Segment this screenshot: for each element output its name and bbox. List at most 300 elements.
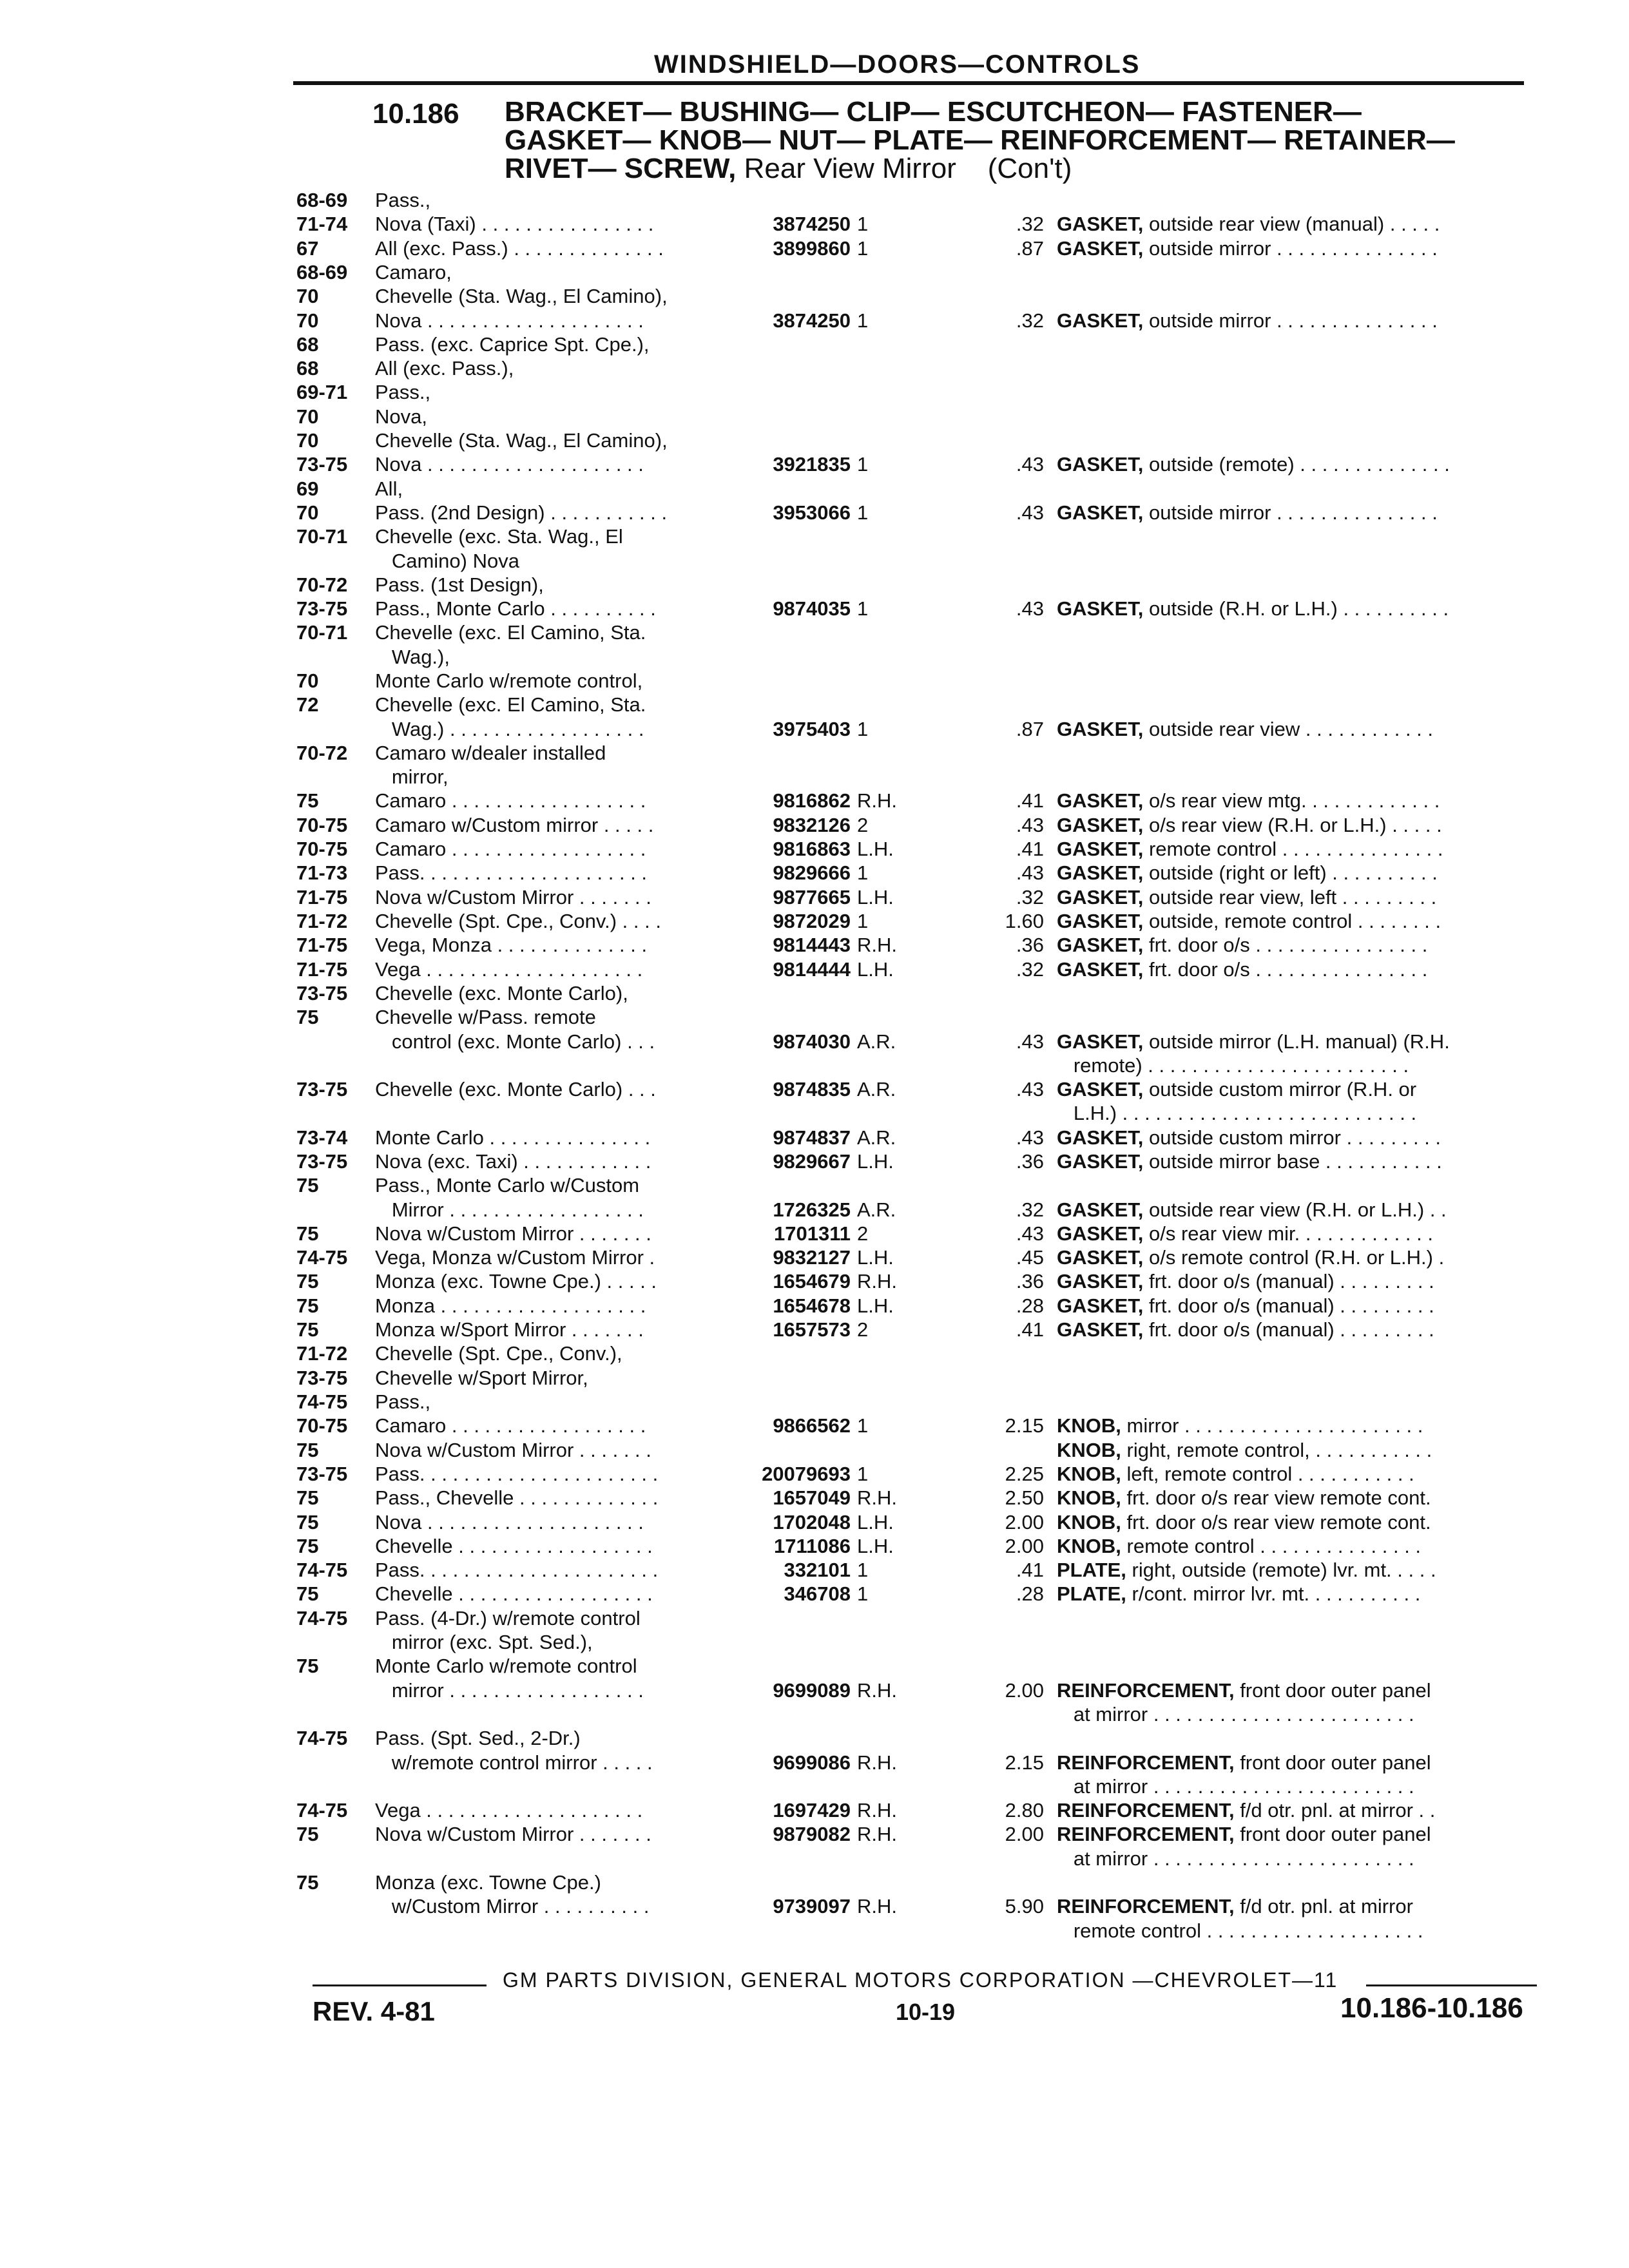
application: Monza w/Sport Mirror . . . . . . . [375,1318,644,1341]
part-detail: frt. door o/s (manual) . . . . . . . . . [1143,1294,1434,1317]
quantity: R.H. [857,789,897,812]
application: Nova (exc. Taxi) . . . . . . . . . . . . [375,1150,651,1173]
model-year: 73-75 [296,597,348,620]
model-year: 75 [296,1871,319,1894]
model-year: 75 [296,1823,319,1845]
model-year: 71-75 [296,958,348,981]
application: Pass. (Spt. Sed., 2-Dr.) [375,1727,581,1749]
price: .43 [1016,597,1044,620]
quantity: R.H. [857,1270,897,1293]
model-year: 72 [296,693,319,716]
description [1057,212,1527,236]
application: Pass., [375,381,431,403]
application: Chevelle (exc. Monte Carlo) . . . [375,1078,656,1100]
application: Nova, [375,405,427,428]
quantity: 1 [857,453,869,476]
part-name: GASKET, [1057,453,1144,476]
part-detail: L.H.) . . . . . . . . . . . . . . . . . . . . . . . . . . . [1057,1102,1417,1124]
application: Pass., [375,1390,431,1413]
model-year: 75 [296,1655,319,1677]
application: Wag.) . . . . . . . . . . . . . . . . . . [375,718,644,740]
description [1057,1534,1527,1558]
quantity: 1 [857,1559,869,1581]
application: Pass., [375,189,431,211]
application: Nova w/Custom Mirror . . . . . . . [375,1439,651,1461]
part-number: 9866562 [773,1414,851,1437]
price: .43 [1016,1126,1044,1149]
price: .43 [1016,814,1044,836]
price: 5.90 [1005,1895,1044,1917]
part-number: 9816863 [773,838,851,860]
model-year: 73-75 [296,453,348,476]
part-number: 1701311 [774,1222,851,1245]
application: Monza . . . . . . . . . . . . . . . . . . . [375,1294,646,1317]
part-name: GASKET, [1057,1294,1144,1317]
application: Chevelle (exc. Sta. Wag., El [375,525,623,548]
quantity: R.H. [857,1895,897,1917]
description [1057,861,1527,885]
description [1057,1077,1527,1101]
price: 2.50 [1005,1486,1044,1509]
model-year: 73-74 [296,1126,348,1149]
price: .41 [1016,1559,1044,1581]
part-detail: o/s rear view mir. . . . . . . . . . . . . [1143,1222,1433,1245]
part-number: 9814444 [773,958,851,981]
application: Nova . . . . . . . . . . . . . . . . . . . . [375,1511,644,1533]
part-name: KNOB, [1057,1414,1121,1437]
application: Nova w/Custom Mirror . . . . . . . [375,1823,651,1845]
quantity: L.H. [857,1511,894,1533]
part-detail: o/s remote control (R.H. or L.H.) . [1143,1246,1445,1269]
part-number: 9832127 [773,1246,851,1269]
quantity: 1 [857,597,869,620]
part-number: 3975403 [773,718,851,740]
application: Chevelle (Spt. Cpe., Conv.), [375,1342,622,1365]
part-name: GASKET, [1057,213,1144,235]
model-year: 75 [296,1270,319,1293]
description [1057,1462,1527,1486]
part-detail: outside (right or left) . . . . . . . . . . [1143,861,1438,884]
footer-corporation: GM PARTS DIVISION, GENERAL MOTORS CORPORATION —CHEVROLET—11 [503,1968,1338,1992]
part-name: PLATE, [1057,1582,1126,1605]
part-name: REINFORCEMENT, [1057,1823,1235,1845]
model-year: 71-75 [296,886,348,908]
part-number: 1702048 [773,1511,851,1533]
quantity: A.R. [857,1126,896,1149]
model-year: 68 [296,333,319,356]
part-detail: remote) . . . . . . . . . . . . . . . . . . . . . . . . [1057,1054,1409,1077]
application: Chevelle (Sta. Wag., El Camino), [375,285,668,307]
description [1057,1245,1527,1269]
application: All (exc. Pass.), [375,357,514,380]
model-year: 75 [296,1174,319,1196]
part-detail: outside custom mirror (R.H. or [1143,1078,1417,1100]
application: Nova (Taxi) . . . . . . . . . . . . . . . . [375,213,654,235]
part-detail: at mirror . . . . . . . . . . . . . . . . . . . . . . . . [1057,1847,1414,1870]
part-number: 9739097 [773,1895,851,1917]
price: .36 [1016,1150,1044,1173]
part-name: GASKET, [1057,1150,1144,1173]
part-number: 1711086 [774,1535,851,1557]
application: mirror, [375,765,448,788]
part-number: 3874250 [773,213,851,235]
quantity: 1 [857,213,869,235]
quantity: R.H. [857,1486,897,1509]
section-title-line: GASKET— KNOB— NUT— PLATE— REINFORCEMENT— RETAINER— [505,124,1455,156]
part-detail: outside, remote control . . . . . . . . [1143,910,1441,932]
application: Pass. (exc. Caprice Spt. Cpe.), [375,333,650,356]
part-detail: r/cont. mirror lvr. mt. . . . . . . . . . . [1126,1582,1421,1605]
model-year: 70 [296,285,319,307]
model-year: 70 [296,501,319,524]
model-year: 73-75 [296,1463,348,1485]
application: Nova w/Custom Mirror . . . . . . . [375,1222,651,1245]
part-number: 9874030 [773,1030,851,1053]
page-header [293,45,1524,87]
model-year: 70-72 [296,573,348,596]
model-year: 70 [296,669,319,692]
footer-rule-left [313,1984,487,1986]
description [1057,1822,1527,1846]
price: .32 [1016,1198,1044,1221]
model-year: 70-72 [296,742,348,764]
application: Monza (exc. Towne Cpe.) . . . . . [375,1270,657,1293]
application: Chevelle (Sta. Wag., El Camino), [375,429,668,452]
quantity: 1 [857,309,869,332]
part-name: KNOB, [1057,1511,1121,1533]
part-detail: front door outer panel [1234,1751,1431,1774]
quantity: R.H. [857,1823,897,1845]
price: 2.00 [1005,1823,1044,1845]
quantity: A.R. [857,1030,896,1053]
price: .43 [1016,1222,1044,1245]
description [1057,1053,1527,1077]
model-year: 70-71 [296,621,348,644]
description [1057,909,1527,933]
description [1057,452,1527,476]
part-name: GASKET, [1057,501,1144,524]
part-name: GASKET, [1057,1318,1144,1341]
part-detail: outside rear view (R.H. or L.H.) . . [1143,1198,1447,1221]
part-detail: outside custom mirror . . . . . . . . . [1143,1126,1441,1149]
part-number: 3899860 [773,237,851,260]
part-detail: left, remote control . . . . . . . . . . . [1121,1463,1414,1485]
part-number: 1657573 [773,1318,851,1341]
part-number: 9877665 [773,886,851,908]
price: .43 [1016,861,1044,884]
part-name: GASKET, [1057,886,1144,908]
part-number: 9829667 [773,1150,851,1173]
part-name: REINFORCEMENT, [1057,1679,1235,1702]
description [1057,837,1527,861]
price: .32 [1016,886,1044,908]
price: .45 [1016,1246,1044,1269]
model-year: 70 [296,429,319,452]
quantity: 1 [857,501,869,524]
model-year: 70 [296,405,319,428]
part-number: 1654679 [773,1270,851,1293]
price: 2.25 [1005,1463,1044,1485]
model-year: 68-69 [296,189,348,211]
section-number: 10.186 [372,98,459,130]
quantity: L.H. [857,838,894,860]
part-detail: frt. door o/s rear view remote cont. [1121,1486,1431,1509]
part-detail: outside mirror . . . . . . . . . . . . . . . [1143,237,1438,260]
part-name: GASKET, [1057,789,1144,812]
part-name: KNOB, [1057,1439,1121,1461]
description [1057,933,1527,957]
part-detail: outside mirror . . . . . . . . . . . . . . . [1143,501,1438,524]
model-year: 71-75 [296,934,348,956]
part-number: 3874250 [773,309,851,332]
part-number: 9874035 [773,597,851,620]
part-name: GASKET, [1057,1246,1144,1269]
model-year: 73-75 [296,982,348,1004]
part-name: GASKET, [1057,934,1144,956]
model-year: 75 [296,1582,319,1605]
application: All (exc. Pass.) . . . . . . . . . . . . . . [375,237,664,260]
part-number: 332101 [784,1559,851,1581]
part-detail: outside rear view (manual) . . . . . [1143,213,1440,235]
model-year: 73-75 [296,1078,348,1100]
description [1057,1414,1527,1437]
application: All, [375,477,403,500]
part-name: KNOB, [1057,1463,1121,1485]
model-year: 71-72 [296,910,348,932]
section-title [505,98,1455,183]
description [1057,1582,1527,1606]
part-name: REINFORCEMENT, [1057,1751,1235,1774]
price: .28 [1016,1582,1044,1605]
part-detail: mirror . . . . . . . . . . . . . . . . . . . . . . [1121,1414,1423,1437]
price: .32 [1016,958,1044,981]
model-year: 73-75 [296,1150,348,1173]
model-year: 69-71 [296,381,348,403]
quantity: L.H. [857,886,894,908]
description [1057,1894,1527,1918]
part-detail: at mirror . . . . . . . . . . . . . . . . . . . . . . . . [1057,1775,1414,1798]
part-detail: right, outside (remote) lvr. mt. . . . . [1126,1559,1436,1581]
application: Pass. . . . . . . . . . . . . . . . . . . . . . [375,1463,659,1485]
model-year: 73-75 [296,1367,348,1389]
description [1057,1198,1527,1222]
price: .87 [1016,237,1044,260]
part-name: GASKET, [1057,910,1144,932]
application: Camaro . . . . . . . . . . . . . . . . . . [375,838,646,860]
model-year: 75 [296,1511,319,1533]
model-year: 74-75 [296,1246,348,1269]
model-year: 75 [296,1535,319,1557]
price: .43 [1016,1030,1044,1053]
description [1057,1798,1527,1822]
part-number: 1657049 [773,1486,851,1509]
part-number: 1697429 [773,1799,851,1821]
application: Monte Carlo w/remote control [375,1655,637,1677]
part-detail: remote control . . . . . . . . . . . . . . . . . . . . [1057,1919,1423,1942]
part-name: REINFORCEMENT, [1057,1895,1235,1917]
model-year: 75 [296,789,319,812]
application: Nova w/Custom Mirror . . . . . . . [375,886,651,908]
header-title: WINDSHIELD—DOORS—CONTROLS [654,50,1141,79]
model-year: 70-75 [296,838,348,860]
application: Chevelle (Spt. Cpe., Conv.) . . . . [375,910,661,932]
part-name: GASKET, [1057,718,1144,740]
description [1057,1847,1527,1870]
model-year: 68 [296,357,319,380]
application: Chevelle (exc. Monte Carlo), [375,982,628,1004]
part-name: KNOB, [1057,1486,1121,1509]
application: Monza (exc. Towne Cpe.) [375,1871,601,1894]
description [1057,1030,1527,1053]
model-year: 75 [296,1006,319,1028]
part-detail: o/s rear view mtg. . . . . . . . . . . . . [1143,789,1440,812]
description [1057,957,1527,981]
part-detail: right, remote control, . . . . . . . . . . . [1121,1439,1432,1461]
part-name: GASKET, [1057,597,1144,620]
application: Camaro . . . . . . . . . . . . . . . . . . [375,789,646,812]
part-number: 9699089 [773,1679,851,1702]
part-detail: frt. door o/s (manual) . . . . . . . . . [1143,1318,1434,1341]
price: .87 [1016,718,1044,740]
part-name: GASKET, [1057,814,1144,836]
application: Pass. . . . . . . . . . . . . . . . . . . . . . [375,1559,659,1581]
part-number: 9879082 [773,1823,851,1845]
application: mirror (exc. Spt. Sed.), [375,1631,593,1653]
quantity: R.H. [857,934,897,956]
quantity: 1 [857,861,869,884]
application: Nova . . . . . . . . . . . . . . . . . . . . [375,309,644,332]
description [1057,501,1527,524]
application: Chevelle . . . . . . . . . . . . . . . . . . [375,1582,653,1605]
footer-section-range: 10.186-10.186 [1340,1992,1523,2024]
model-year: 74-75 [296,1559,348,1581]
price: .41 [1016,1318,1044,1341]
price: .43 [1016,453,1044,476]
model-year: 75 [296,1439,319,1461]
part-detail: outside rear view . . . . . . . . . . . . [1143,718,1434,740]
header-rule [293,81,1524,85]
description [1057,1510,1527,1534]
part-detail: outside mirror base . . . . . . . . . . . [1143,1150,1442,1173]
part-name: GASKET, [1057,1078,1144,1100]
price: 2.00 [1005,1535,1044,1557]
application: Camaro w/dealer installed [375,742,606,764]
model-year: 75 [296,1222,319,1245]
price: 2.00 [1005,1511,1044,1533]
part-number: 3953066 [773,501,851,524]
application: mirror . . . . . . . . . . . . . . . . . . [375,1679,644,1702]
quantity: 1 [857,237,869,260]
quantity: R.H. [857,1679,897,1702]
part-number: 9832126 [773,814,851,836]
quantity: L.H. [857,1150,894,1173]
part-detail: remote control . . . . . . . . . . . . . . . [1143,838,1443,860]
model-year: 75 [296,1318,319,1341]
application: Pass., Chevelle . . . . . . . . . . . . . [375,1486,659,1509]
part-detail: front door outer panel [1234,1823,1431,1845]
application: Vega, Monza w/Custom Mirror . [375,1246,655,1269]
part-number: 20079693 [762,1463,851,1485]
part-detail: f/d otr. pnl. at mirror . . [1234,1799,1436,1821]
part-detail: frt. door o/s . . . . . . . . . . . . . . . . [1143,934,1428,956]
quantity: 2 [857,1222,869,1245]
price: .41 [1016,838,1044,860]
part-name: GASKET, [1057,309,1144,332]
application: Chevelle w/Pass. remote [375,1006,596,1028]
part-detail: o/s rear view (R.H. or L.H.) . . . . . [1143,814,1442,836]
application: Nova . . . . . . . . . . . . . . . . . . . . [375,453,644,476]
part-detail: f/d otr. pnl. at mirror [1234,1895,1413,1917]
part-detail: frt. door o/s . . . . . . . . . . . . . . . . [1143,958,1428,981]
description [1057,1101,1527,1125]
quantity: R.H. [857,1751,897,1774]
description [1057,813,1527,837]
price: 1.60 [1005,910,1044,932]
description [1057,597,1527,620]
description [1057,1294,1527,1318]
description [1057,1702,1527,1726]
part-number: 9874835 [773,1078,851,1100]
price: 2.80 [1005,1799,1044,1821]
price: .43 [1016,1078,1044,1100]
application: Vega . . . . . . . . . . . . . . . . . . . . [375,958,643,981]
application: Wag.), [375,646,450,668]
model-year: 71-73 [296,861,348,884]
model-year: 75 [296,1294,319,1317]
application: Chevelle . . . . . . . . . . . . . . . . . . [375,1535,653,1557]
price: .43 [1016,501,1044,524]
quantity: A.R. [857,1198,896,1221]
model-year: 70-75 [296,814,348,836]
application: Camino) Nova [375,550,519,572]
description [1057,309,1527,332]
part-detail: remote control . . . . . . . . . . . . . . . [1121,1535,1422,1557]
part-detail: outside (remote) . . . . . . . . . . . . . . [1143,453,1450,476]
price: .36 [1016,1270,1044,1293]
description [1057,1222,1527,1245]
footer-revision: REV. 4-81 [313,1996,435,2026]
quantity: 2 [857,1318,869,1341]
footer-page-number: 10-19 [896,1999,956,2025]
price: .41 [1016,789,1044,812]
section-title-suffix: Rear View Mirror (Con't) [736,153,1072,184]
description [1057,789,1527,812]
part-number: 346708 [784,1582,851,1605]
part-name: GASKET, [1057,1126,1144,1149]
application: Chevelle w/Sport Mirror, [375,1367,588,1389]
part-detail: at mirror . . . . . . . . . . . . . . . . . . . . . . . . [1057,1703,1414,1725]
description [1057,1318,1527,1341]
application: Monte Carlo w/remote control, [375,669,643,692]
application: Pass., Monte Carlo . . . . . . . . . . [375,597,656,620]
description [1057,885,1527,909]
application: control (exc. Monte Carlo) . . . [375,1030,655,1053]
application: Vega, Monza . . . . . . . . . . . . . . [375,934,648,956]
price: 2.15 [1005,1414,1044,1437]
model-year: 67 [296,237,319,260]
part-number: 3921835 [773,453,851,476]
model-year: 68-69 [296,261,348,284]
application: Pass. (4-Dr.) w/remote control [375,1607,641,1629]
model-year: 69 [296,477,319,500]
part-detail: frt. door o/s rear view remote cont. [1121,1511,1431,1533]
application: Mirror . . . . . . . . . . . . . . . . . . [375,1198,644,1221]
price: .32 [1016,309,1044,332]
part-number: 9816862 [773,789,851,812]
model-year: 70-75 [296,1414,348,1437]
application: w/Custom Mirror . . . . . . . . . . [375,1895,650,1917]
price: 2.15 [1005,1751,1044,1774]
